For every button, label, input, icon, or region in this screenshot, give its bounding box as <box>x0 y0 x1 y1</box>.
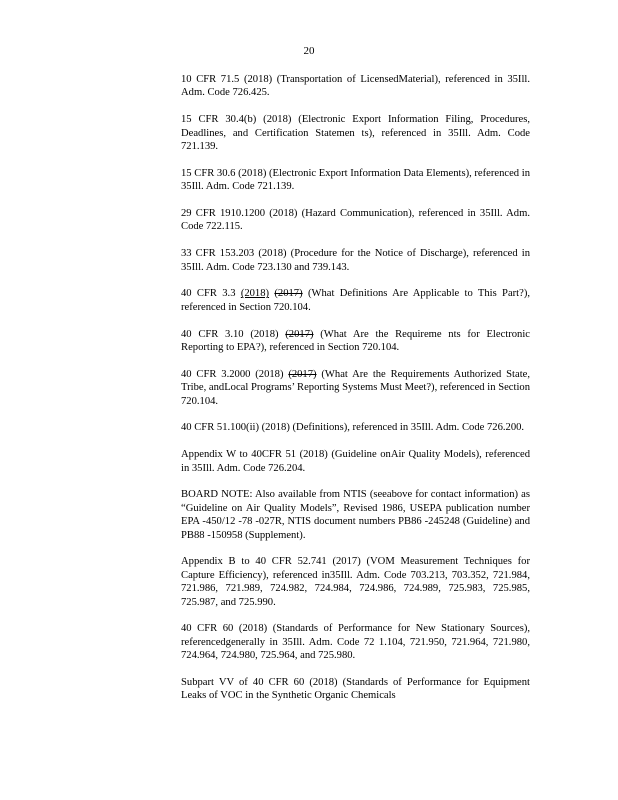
reference-40-cfr-60: 40 CFR 60 (2018) (Standards of Performance for New Stationary Sources), referencedgenerally in 35Ill. Adm. Code 72 1.104, 721.950, 721.964, 721.980, 724.964, 724.980, 725.964, and 725.980. <box>181 623 530 662</box>
reference-40-cfr-3-10 <box>181 328 530 355</box>
deleted-text: (2017) <box>274 288 303 300</box>
ref-text: 40 CFR 3.2000 (2018) <box>181 368 289 380</box>
deleted-text: (2017) <box>285 328 314 340</box>
reference-33-cfr-153-203: 33 CFR 153.203 (2018) (Procedure for the Notice of Discharge), referenced in 35Ill. Adm. Code 723.130 and 739.143. <box>181 248 530 273</box>
board-note: BOARD NOTE: Also available from NTIS (seeabove for contact information) as “Guideline on Air Quality Models”, Revised 1986, USEPA publication number EPA -450/12 -78 -027R, NTIS document numbers PB86 -245248 (Guideline) and PB88 -150958 (Supplement). <box>181 489 530 541</box>
reference-40-cfr-3-3 <box>181 287 530 314</box>
ref-text: 40 CFR 3.3 <box>181 288 241 300</box>
references-list <box>181 73 530 716</box>
reference-29-cfr-1910-1200: 29 CFR 1910.1200 (2018) (Hazard Communication), referenced in 35Ill. Adm. Code 722.115. <box>181 208 530 233</box>
inserted-text: (2018) <box>240 288 270 300</box>
ref-text: (What Are the Requireme nts for Electronic Reporting to EPA?), referenced in Section 720.104. <box>181 328 530 354</box>
reference-15-cfr-30-4: 15 CFR 30.4(b) (2018) (Electronic Export Information Filing, Procedures, Deadlines, and Certification Statemen ts), referenced in 35Ill. Adm. Code 721.139. <box>181 114 530 153</box>
ref-text: (What Definitions Are Applicable to This Part?), referenced in Section 720.104. <box>181 288 530 313</box>
page-number: 20 <box>303 45 315 57</box>
reference-subpart-vv-40-cfr-60: Subpart VV of 40 CFR 60 (2018) (Standards of Performance for Equipment Leaks of VOC in the Synthetic Organic Chemicals <box>181 677 530 702</box>
reference-40-cfr-51-100: 40 CFR 51.100(ii) (2018) (Definitions), referenced in 35Ill. Adm. Code 726.200. <box>181 422 525 434</box>
ref-text: 40 CFR 3.10 (2018) <box>181 328 286 340</box>
reference-appendix-b-40-cfr-52-741: Appendix B to 40 CFR 52.741 (2017) (VOM Measurement Techniques for Capture Efficiency), referenced in35Ill. Adm. Code 703.213, 703.352, 721.984, 721.986, 721.989, 724.982, 724.984, 724.986, 724.989, 725.983, 725.985, 725.987, and 725.990. <box>181 556 530 608</box>
reference-15-cfr-30-6: 15 CFR 30.6 (2018) (Electronic Export Information Data Elements), referenced in 35Ill. Adm. Code 721.139. <box>181 167 530 193</box>
ref-text: (What Are the Requirements Authorized State, Tribe, andLocal Programs’ Reporting Systems Must Meet?), referenced in Section 720.104. <box>181 368 530 407</box>
deleted-text: (2017) <box>288 368 317 380</box>
reference-40-cfr-3-2000 <box>181 368 530 408</box>
reference-appendix-w-40-cfr-51: Appendix W to 40CFR 51 (2018) (Guideline onAir Quality Models), referenced in 35Ill. Adm. Code 726.204. <box>181 449 530 474</box>
reference-10-cfr-71-5: 10 CFR 71.5 (2018) (Transportation of LicensedMaterial), referenced in 35Ill. Adm. Code 726.425. <box>181 74 530 99</box>
